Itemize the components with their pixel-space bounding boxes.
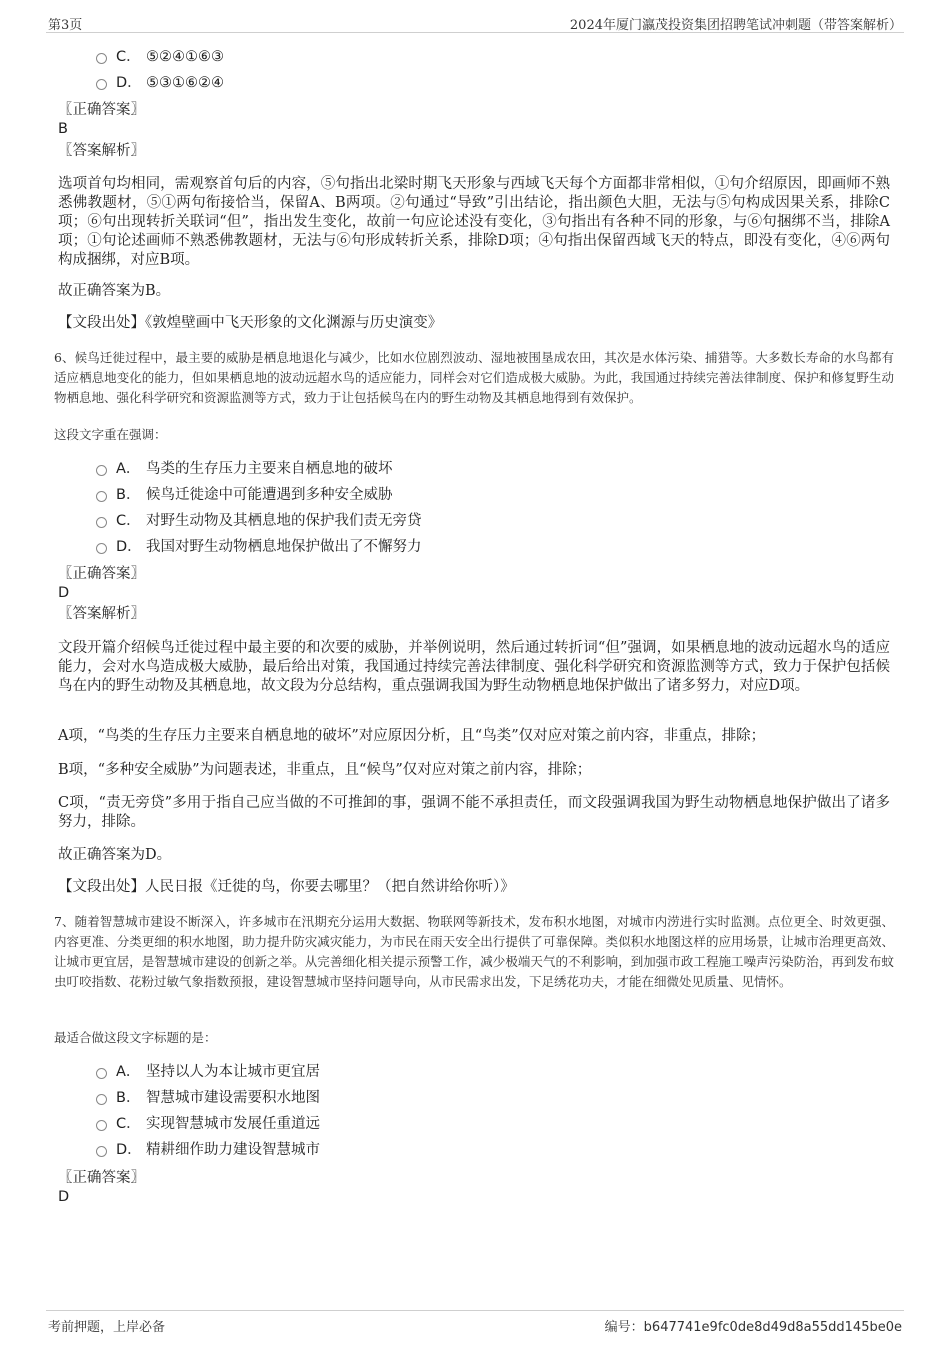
q6-option-c[interactable]: [96, 511, 422, 531]
q5-analysis: 选项首句均相同，需观察首句后的内容，⑤句指出北梁时期飞天形象与西域飞天每个方面都非常相似，①句介绍原因，即画师不熟悉佛教题材，⑤①两句衔接恰当，保留A、B两项。②句通过“导致”引出结论，指出颜色大胆，无法与⑤句构成因果关系，排除C项；⑥句出现转折关联词“但”，指出发生变化，故前一句应论述没有变化，③句指出有各种不同的形象，与⑥句捆绑不当，排除A项；①句论述画师不熟悉佛教题材，无法与⑥句形成转折关系，排除D项；④句指出保留西域飞天的特点，即没有变化，④⑥两句构成捆绑，对应B项。: [58, 176, 890, 268]
radio-icon[interactable]: [96, 1146, 107, 1157]
q7-option-d[interactable]: [96, 1140, 320, 1160]
q5-answer: B: [58, 121, 68, 137]
page-header: [46, 12, 904, 33]
option-text: 精耕细作助力建设智慧城市: [146, 1142, 320, 1158]
option-letter: B．: [116, 487, 141, 503]
q5-analysis-label: 〖答案解析〗: [58, 143, 145, 159]
q6-option-d[interactable]: [96, 537, 422, 557]
option-text: 实现智慧城市发展任重道远: [146, 1116, 320, 1132]
option-letter: A．: [116, 461, 141, 477]
radio-icon[interactable]: [96, 79, 107, 90]
q6-answer: D: [58, 585, 70, 601]
q5-option-c[interactable]: [96, 47, 224, 67]
radio-icon[interactable]: [96, 517, 107, 528]
option-text: ⑤③①⑥②④: [146, 75, 224, 91]
footer-slogan: 考前押题，上岸必备: [48, 1320, 166, 1335]
page-footer: [46, 1310, 904, 1335]
q5-answer-label: 〖正确答案〗: [58, 102, 145, 118]
q6-analysis-label: 〖答案解析〗: [58, 606, 145, 622]
option-text: 鸟类的生存压力主要来自栖息地的破坏: [146, 461, 393, 477]
option-letter: C．: [116, 1116, 141, 1132]
q7-question: 7、随着智慧城市建设不断深入，许多城市在汛期充分运用大数据、物联网等新技术，发布积水地图，对城市内涝进行实时监测。点位更全、时效更强、内容更准、分类更细的积水地图，助力提升防灾减灾能力，为市民在雨天安全出行提供了可靠保障。类似积水地图这样的应用场景，让城市治理更高效、让城市更宜居，是智慧城市建设的创新之举。从完善细化相关提示预警工作，减少极端天气的不利影响，到加强市政工程施工噪声污染防治，再到发布蚊虫叮咬指数、花粉过敏气象指数预报，建设智慧城市坚持问题导向，从市民需求出发，下足绣花功夫，才能在细微处见质量、见情怀。: [54, 914, 894, 989]
option-text: 对野生动物及其栖息地的保护我们责无旁贷: [146, 513, 422, 529]
q6-answer-label: 〖正确答案〗: [58, 566, 145, 582]
q6-option-a[interactable]: [96, 459, 393, 479]
q6-conclusion: 故正确答案为D。: [58, 847, 172, 863]
q7-prompt: 最适合做这段文字标题的是：: [54, 1030, 217, 1045]
q5-source: 【文段出处】《敦煌壁画中飞天形象的文化渊源与历史演变》: [58, 315, 443, 331]
q6-analysis: 文段开篇介绍候鸟迁徙过程中最主要的和次要的威胁，并举例说明，然后通过转折词“但”强调，如果栖息地的波动远超水鸟的适应能力，会对水鸟造成极大威胁，最后给出对策，我国通过持续完善法律制度、强化科学研究和资源监测等方式，致力于保护包括候鸟在内的野生动物及其栖息地，故文段为分总结构，重点强调我国为野生动物栖息地保护做出了诸多努力，对应D项。: [58, 640, 890, 694]
document-title: 2024年厦门瀛茂投资集团招聘笔试冲刺题（带答案解析）: [569, 18, 902, 33]
document-code: 编号：b647741e9fc0de8d49d8a55dd145be0e: [604, 1320, 902, 1335]
radio-icon[interactable]: [96, 1068, 107, 1079]
option-letter: D．: [116, 1142, 142, 1158]
q7-option-c[interactable]: [96, 1114, 320, 1134]
q5-option-d[interactable]: [96, 73, 224, 93]
option-text: ⑤②④①⑥③: [146, 49, 224, 65]
option-letter: B．: [116, 1090, 141, 1106]
q6-question: 6、候鸟迁徙过程中，最主要的威胁是栖息地退化与减少，比如水位剧烈波动、湿地被围垦成农田，其次是水体污染、捕猎等。大多数长寿命的水鸟都有适应栖息地变化的能力，但如果栖息地的波动远超水鸟的适应能力，同样会对它们造成极大威胁。为此，我国通过持续完善法律制度、保护和修复野生动物栖息地、强化科学研究和资源监测等方式，致力于让包括候鸟在内的野生动物及其栖息地得到有效保护。: [54, 350, 894, 405]
option-letter: C．: [116, 49, 141, 65]
q6-note-c: C项，“责无旁贷”多用于指自己应当做的不可推卸的事，强调不能不承担责任，而文段强调我国为野生动物栖息地保护做出了诸多努力，排除。: [58, 795, 890, 830]
option-letter: D．: [116, 539, 142, 555]
q6-prompt: 这段文字重在强调：: [54, 427, 167, 442]
option-letter: D．: [116, 75, 142, 91]
option-text: 坚持以人为本让城市更宜居: [146, 1064, 320, 1080]
radio-icon[interactable]: [96, 543, 107, 554]
option-text: 智慧城市建设需要积水地图: [146, 1090, 320, 1106]
q7-answer-label: 〖正确答案〗: [58, 1170, 145, 1186]
option-text: 我国对野生动物栖息地保护做出了不懈努力: [146, 539, 422, 555]
q7-option-a[interactable]: [96, 1062, 320, 1082]
q7-option-b[interactable]: [96, 1088, 320, 1108]
radio-icon[interactable]: [96, 53, 107, 64]
radio-icon[interactable]: [96, 465, 107, 476]
radio-icon[interactable]: [96, 1120, 107, 1131]
option-letter: A．: [116, 1064, 141, 1080]
q6-note-b: B项，“多种安全威胁”为问题表述，非重点，且“候鸟”仅对应对策之前内容，排除；: [58, 762, 592, 778]
q7-answer: D: [58, 1189, 70, 1205]
option-text: 候鸟迁徙途中可能遭遇到多种安全威胁: [146, 487, 393, 503]
radio-icon[interactable]: [96, 491, 107, 502]
radio-icon[interactable]: [96, 1094, 107, 1105]
q5-conclusion: 故正确答案为B。: [58, 283, 171, 299]
q6-source: 【文段出处】人民日报《迁徙的鸟，你要去哪里？（把自然讲给你听）》: [58, 879, 515, 895]
q6-note-a: A项，“鸟类的生存压力主要来自栖息地的破坏”对应原因分析，且“鸟类”仅对应对策之前内容，非重点，排除；: [58, 728, 766, 744]
q6-option-b[interactable]: [96, 485, 393, 505]
option-letter: C．: [116, 513, 141, 529]
page-number: 第3页: [48, 18, 83, 33]
